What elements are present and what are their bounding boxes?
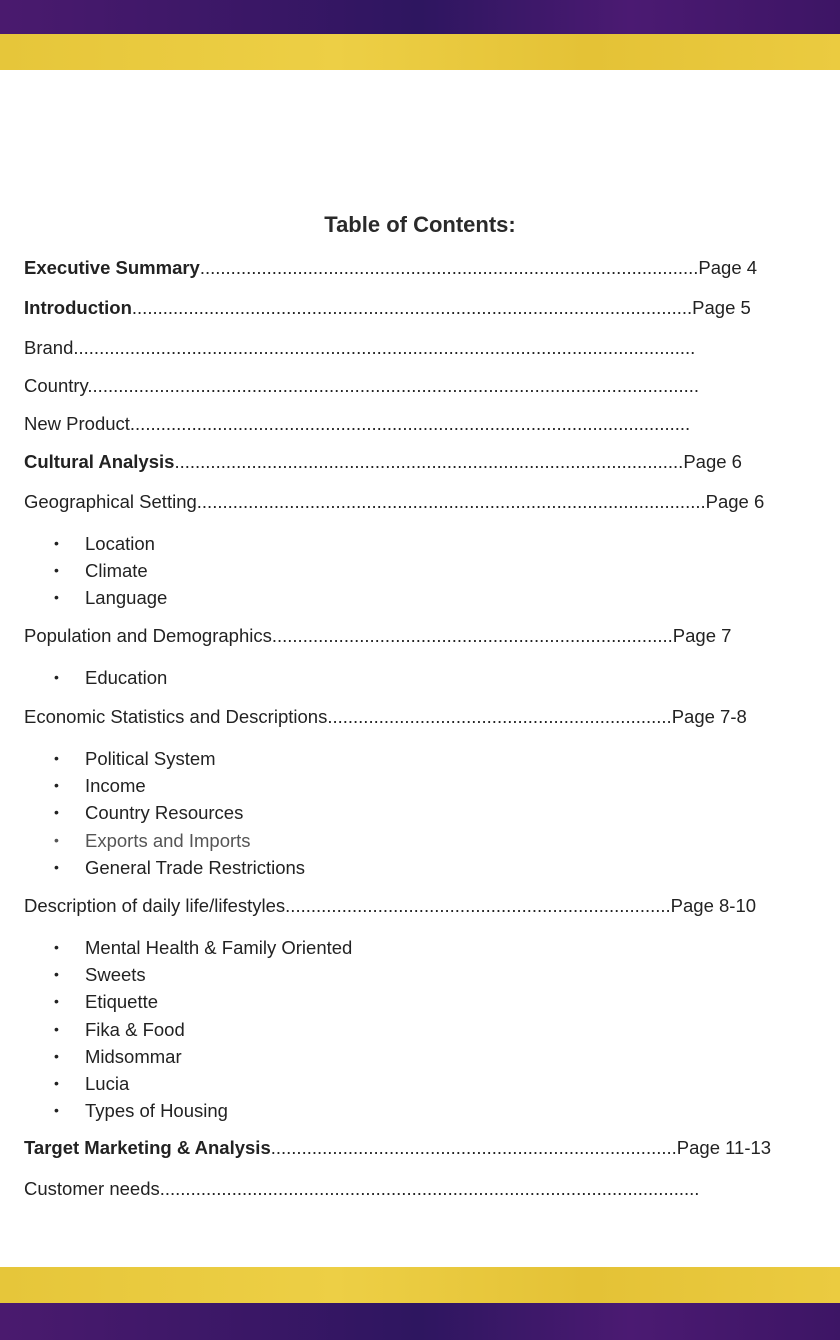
entry-label: Introduction (24, 297, 132, 318)
entry-leader-dots: .............................................................................. (271, 625, 673, 646)
toc-entry-economic-statistics (24, 706, 747, 728)
top-gold-band (0, 34, 840, 70)
list-item-label: Lucia (85, 1072, 130, 1094)
list-item (54, 854, 305, 881)
list-item (54, 584, 167, 611)
entry-label: Cultural Analysis (24, 451, 175, 472)
entry-page: Page 8-10 (670, 895, 757, 916)
toc-entry-daily-life (24, 895, 756, 917)
entry-page: Page 6 (705, 491, 765, 512)
toc-title: Table of Contents: (324, 212, 516, 237)
entry-label: Country (24, 375, 88, 396)
list-item-label: Income (85, 775, 146, 797)
entry-leader-dots: ................................................................................................... (174, 451, 684, 472)
bullet-icon: • (54, 1047, 59, 1064)
entry-page: Page 7-8 (671, 706, 747, 727)
bottom-purple-band (0, 1303, 840, 1340)
bullet-icon: • (54, 777, 59, 794)
list-item (54, 530, 167, 557)
list-item (54, 772, 305, 799)
entry-leader-dots: ......................................................................................................... (159, 1178, 700, 1199)
list-item-label: Exports and Imports (85, 829, 251, 851)
toc-entry-executive-summary (24, 257, 757, 279)
bullet-icon: • (54, 966, 59, 983)
list-item (54, 1016, 352, 1043)
entry-label: Target Marketing & Analysis (24, 1137, 271, 1158)
bottom-gold-band (0, 1267, 840, 1303)
entry-label: Customer needs (24, 1178, 160, 1199)
bullet-icon: • (54, 831, 59, 848)
entry-page: Page 6 (683, 451, 742, 472)
entry-page: Page 4 (698, 257, 758, 278)
bullet-icon: • (54, 993, 59, 1010)
bullet-icon: • (54, 939, 59, 955)
entry-label: New Product (24, 413, 130, 434)
list-item (54, 988, 352, 1015)
entry-leader-dots: ....................................................................................................................... (87, 375, 700, 396)
list-item-label: Political System (85, 748, 216, 769)
list-item-label: Etiquette (85, 991, 159, 1013)
list-item-label: General Trade Restrictions (85, 856, 306, 878)
list-item (54, 557, 167, 584)
list-item (54, 827, 305, 854)
bullet-icon: • (54, 562, 59, 579)
list-item-label: Education (85, 667, 168, 688)
list-item (54, 1097, 352, 1124)
toc-entry-introduction (24, 297, 751, 319)
list-item (54, 1070, 352, 1097)
list-item-label: Climate (85, 560, 148, 582)
entry-label: Brand (24, 337, 74, 358)
entry-label: Executive Summary (24, 257, 200, 278)
entry-label: Economic Statistics and Descriptions (24, 706, 328, 727)
entry-leader-dots: ............................................................................... (270, 1137, 677, 1158)
entry-page: Page 11-13 (676, 1137, 772, 1158)
entry-leader-dots: ......................................................................................................................... (73, 337, 696, 358)
top-purple-band (0, 0, 840, 34)
entry-leader-dots: ................................................................... (327, 706, 672, 727)
list-item (54, 1043, 352, 1070)
list-item-label: Country Resources (85, 802, 244, 824)
list-item-label: Midsommar (85, 1045, 182, 1067)
entry-leader-dots: ........................................................................... (285, 895, 671, 916)
toc-entry-brand (24, 337, 695, 359)
bullet-icon: • (54, 750, 59, 766)
bullet-icon: • (54, 858, 59, 875)
entry-page: Page 7 (672, 625, 732, 646)
list-item (54, 934, 352, 961)
list-item-label: Types of Housing (85, 1100, 228, 1122)
list-item (54, 961, 352, 988)
bullet-icon: • (54, 1074, 59, 1091)
toc-entry-target-marketing (24, 1137, 771, 1159)
list-item (54, 799, 305, 826)
bullet-list-economics (54, 745, 305, 881)
bullet-list-demographics (54, 664, 167, 691)
entry-label: Population and Demographics (24, 625, 272, 646)
toc-entry-geographical-setting (24, 491, 764, 513)
entry-leader-dots: ................................................................................................... (196, 491, 706, 512)
entry-leader-dots: ................................................................................................. (199, 257, 699, 278)
list-item-label: Language (85, 587, 168, 609)
bullet-icon: • (54, 589, 59, 606)
entry-label: Geographical Setting (24, 491, 197, 512)
bullet-icon: • (54, 1020, 59, 1037)
bullet-icon: • (54, 1102, 59, 1119)
toc-entry-cultural-analysis (24, 451, 742, 473)
list-item-label: Location (85, 533, 155, 554)
toc-entry-customer-needs (24, 1178, 699, 1200)
list-item-label: Mental Health & Family Oriented (85, 937, 353, 958)
entry-leader-dots: ............................................................................................................. (129, 413, 691, 434)
toc-entry-new-product (24, 413, 690, 435)
toc-entry-population-demographics (24, 625, 731, 647)
entry-label: Description of daily life/lifestyles (24, 895, 286, 916)
entry-page: Page 5 (692, 297, 751, 318)
bullet-icon: • (54, 804, 59, 821)
list-item (54, 664, 167, 691)
bullet-list-geography (54, 530, 167, 612)
bullet-list-lifestyle (54, 934, 352, 1124)
toc-entry-country (24, 375, 699, 397)
bullet-icon: • (54, 535, 59, 551)
list-item-label: Sweets (85, 964, 146, 986)
bullet-icon: • (54, 669, 59, 685)
list-item-label: Fika & Food (85, 1018, 185, 1040)
list-item (54, 745, 305, 772)
entry-leader-dots: ............................................................................................................. (131, 297, 693, 318)
